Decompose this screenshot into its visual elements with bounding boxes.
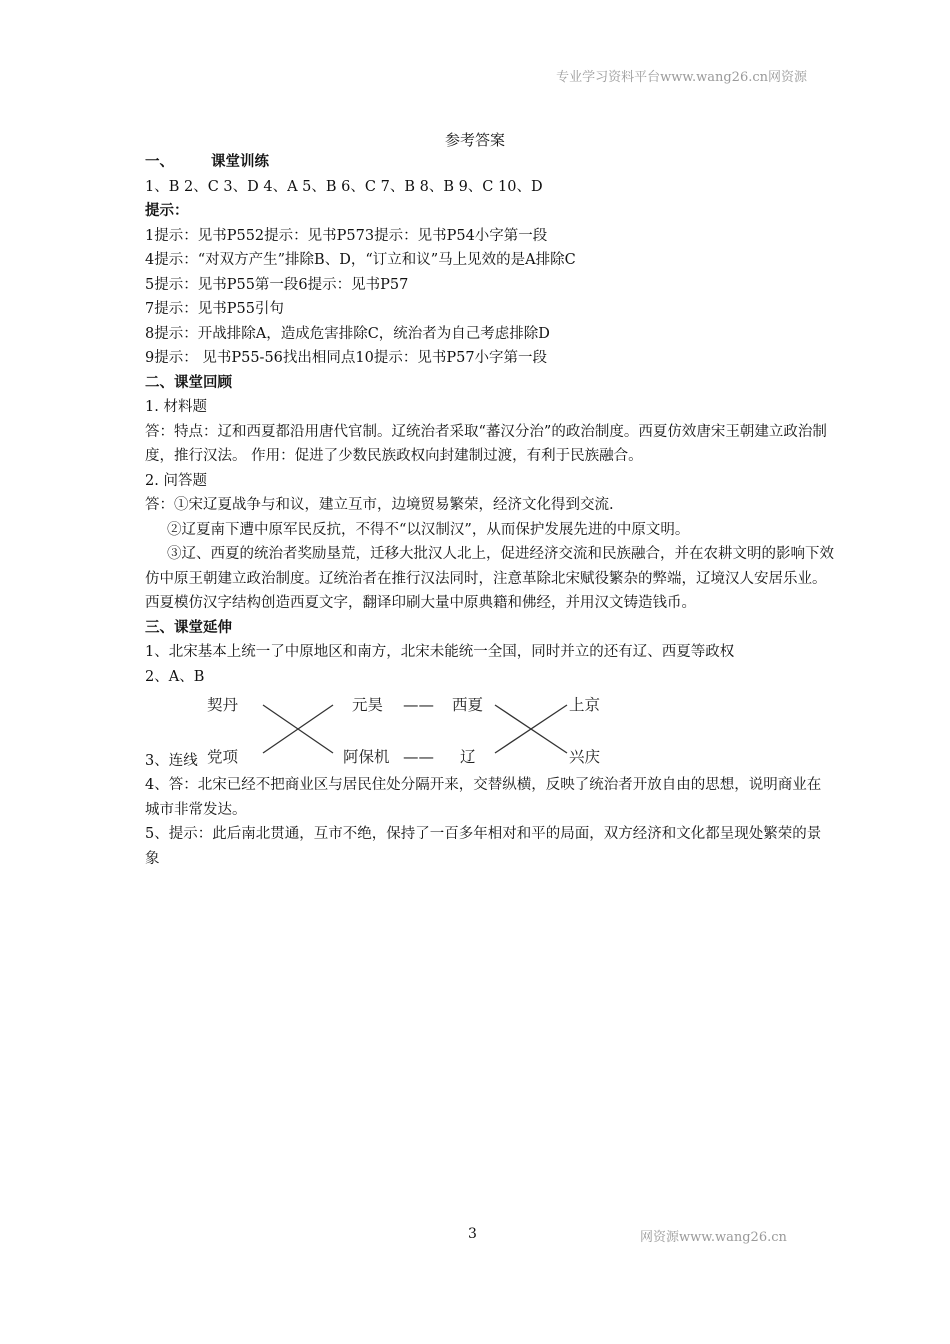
footer-site: 网资源www.wang26.cn xyxy=(640,1230,787,1245)
q1-label: 1. 材料题 xyxy=(145,399,207,415)
label-qidan: 契丹 xyxy=(207,696,239,714)
hint-label: 提示： xyxy=(145,203,189,219)
hint-line: 5提示：见书P55第一段6提示：见书P57 xyxy=(145,276,409,293)
hint-line: 8提示：开战排除A，造成危害排除C，统治者为自己考虑排除D xyxy=(145,325,550,342)
s3-answer-5: 5、提示：此后南北贯通，互市不绝，保持了一百多年相对和平的局面，双方经济和文化都呈现处繁荣的景象 xyxy=(145,826,822,867)
label-shangjing: 上京 xyxy=(569,696,601,714)
s3-answer-3: 3、连线 xyxy=(145,753,198,769)
q2-label: 2. 问答题 xyxy=(145,472,207,489)
hint-line: 9提示： 见书P55-56找出相同点10提示：见书P57小字第一段 xyxy=(145,350,548,366)
section1-title: 课堂训练 xyxy=(211,154,269,170)
section2-heading: 二、课堂回顾 xyxy=(145,374,232,391)
header-site: 专业学习资料平台www.wang26.cn网资源 xyxy=(556,70,807,85)
s3-answer-4: 4、答：北宋已经不把商业区与居民住处分隔开来，交替纵横，反映了统治者开放自由的思想，说明商业在城市非常发达。 xyxy=(145,777,822,818)
section1-answers: 1、B 2、C 3、D 4、A 5、B 6、C 7、B 8、B 9、C 10、D xyxy=(145,178,543,195)
q1-answer: 答：特点：辽和西夏都沿用唐代官制。辽统治者采取“蕃汉分治”的政治制度。西夏仿效唐宋王朝建立政治制度，推行汉法。 作用：促进了少数民族政权向封建制过渡，有利于民族融合。 xyxy=(145,423,827,464)
hint-line: 4提示：“对双方产生”排除B、D，“订立和议”马上见效的是A排除C xyxy=(145,252,576,268)
label-yuanhao: 元昊 xyxy=(352,696,384,714)
dash-bottom: —— xyxy=(403,748,434,766)
s3-answer-1: 1、北宋基本上统一了中原地区和南方，北宋未能统一全国，同时并立的还有辽、西夏等政权 xyxy=(145,644,735,660)
label-dangxiang: 党项 xyxy=(207,748,239,766)
s3-answer-2: 2、A、B xyxy=(145,668,205,685)
page-title: 参考答案 xyxy=(444,131,505,149)
hint-line: 7提示：见书P55引句 xyxy=(145,301,284,317)
label-xixia: 西夏 xyxy=(452,696,484,714)
dash-top: —— xyxy=(403,696,434,714)
hint-line: 1提示：见书P552提示：见书P573提示：见书P54小字第一段 xyxy=(145,227,548,244)
label-liao: 辽 xyxy=(460,748,476,766)
q2-answer: ②辽夏南下遭中原军民反抗，不得不“以汉制汉”，从而保护发展先进的中原文明。 xyxy=(167,521,690,538)
section1-heading xyxy=(145,150,835,175)
document-body xyxy=(145,150,835,871)
label-abaoji: 阿保机 xyxy=(343,748,390,766)
section3-heading: 三、课堂延伸 xyxy=(145,619,232,636)
label-xingqing: 兴庆 xyxy=(569,748,601,766)
q2-answer: ③辽、西夏的统治者奖励垦荒，迁移大批汉人北上，促进经济交流和民族融合，并在农耕文明的影响下效仿中原王朝建立政治制度。辽统治者在推行汉法同时，注意革除北宋赋役繁杂的弊端，辽境汉人安居乐业。西夏模仿汉字结构创造西夏文字，翻译印刷大量中原典籍和佛经，并用汉文铸造钱币。 xyxy=(145,546,834,611)
matching-diagram xyxy=(145,693,835,767)
q2-answer: 答：①宋辽夏战争与和议，建立互市，边境贸易繁荣，经济文化得到交流. xyxy=(145,497,614,513)
section1-num: 一、 xyxy=(145,154,174,170)
page-number: 3 xyxy=(468,1226,477,1242)
